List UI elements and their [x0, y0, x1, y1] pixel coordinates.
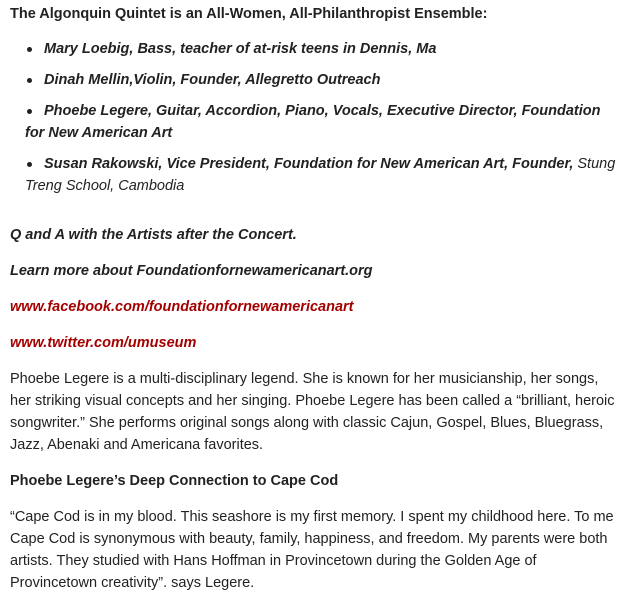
- member-text: Dinah Mellin,Violin, Founder, Allegretto Outreach: [44, 72, 381, 88]
- member-text: Mary Loebig, Bass, teacher of at-risk teens in Dennis, Ma: [44, 41, 437, 57]
- member-text-wrap: [25, 153, 622, 197]
- section-heading: Phoebe Legere’s Deep Connection to Cape Cod: [10, 473, 339, 489]
- twitter-link[interactable]: www.twitter.com/umuseum: [10, 335, 197, 351]
- qa-text: Q and A with the Artists after the Concert.: [10, 227, 297, 243]
- list-item: [10, 100, 622, 144]
- member-extra-text: Stung Treng School, Cambodia: [25, 156, 616, 194]
- list-item: [10, 38, 622, 60]
- member-text: Phoebe Legere, Guitar, Accordion, Piano, Vocals, Executive Director, Foundation for New American Art: [25, 103, 601, 141]
- facebook-link[interactable]: www.facebook.com/foundationfornewamericanart: [10, 299, 354, 315]
- bullet-icon: [27, 78, 32, 83]
- member-text-wrap: [25, 100, 622, 144]
- bullet-icon: [27, 109, 32, 114]
- learn-more-text: Learn more about Foundationfornewamericanart.org: [10, 263, 373, 279]
- bio-paragraph: Phoebe Legere is a multi-disciplinary legend. She is known for her musicianship, her songs, her striking visual concepts and her singing. Phoebe Legere has been called a “brilliant, heroic songwriter.” She performs original songs along with classic Cajun, Gospel, Blues, Bluegrass, Jazz, Abenaki and Americana favorites.: [10, 371, 615, 453]
- ensemble-heading: The Algonquin Quintet is an All-Women, All-Philanthropist Ensemble:: [10, 6, 488, 22]
- bullet-icon: [27, 162, 32, 167]
- bullet-icon: [27, 47, 32, 52]
- quote-paragraph: “Cape Cod is in my blood. This seashore is my first memory. I spent my childhood here. To me Cape Cod is synonymous with beauty, family, happiness, and freedom. My parents were both artists. They studied with Hans Hoffman in Provincetown during the Golden Age of Provincetown creativity”. says Legere.: [10, 509, 614, 591]
- member-text: Susan Rakowski, Vice President, Foundation for New American Art, Founder,: [44, 156, 574, 172]
- list-item: [10, 153, 622, 197]
- member-list: [10, 38, 622, 197]
- list-item: [10, 69, 622, 91]
